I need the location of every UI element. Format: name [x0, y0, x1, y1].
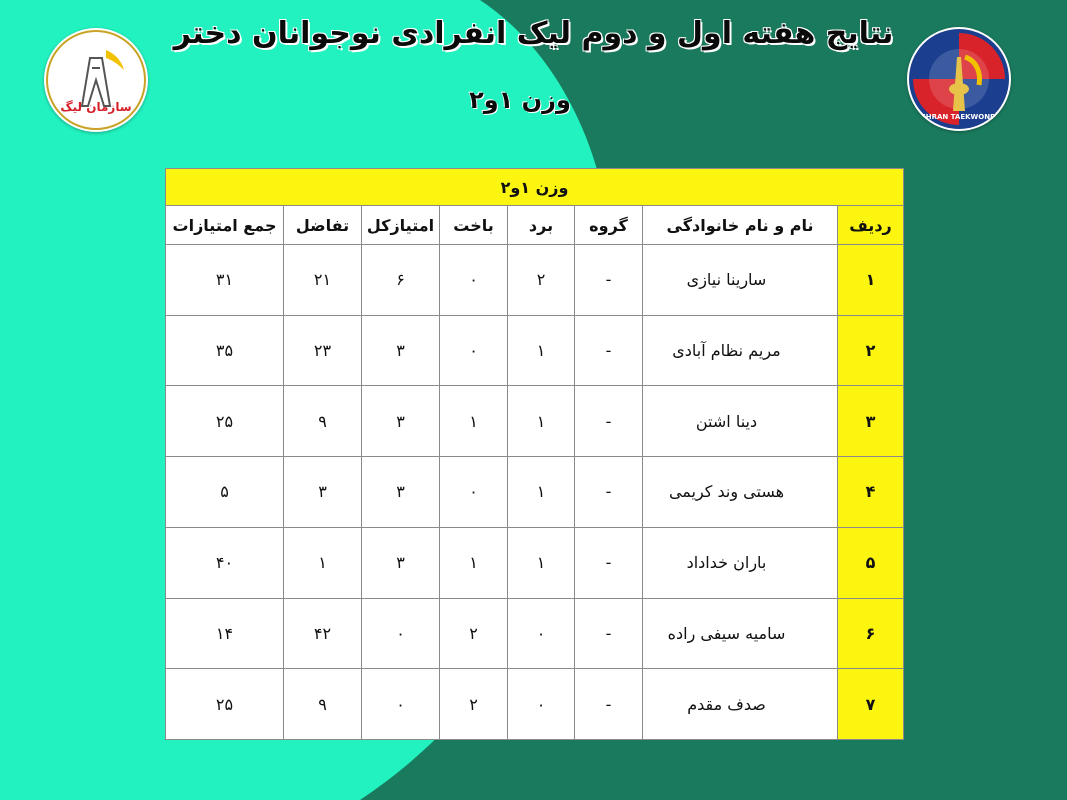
cell-diff: ۲۱: [284, 245, 362, 316]
cell-sum: ۲۵: [166, 669, 284, 740]
cell-sum: ۳۱: [166, 245, 284, 316]
cell-group: -: [575, 457, 643, 528]
header-diff: تفاضل: [284, 206, 362, 245]
table-row: [166, 527, 904, 598]
cell-sum: ۵: [166, 457, 284, 528]
cell-group: -: [575, 245, 643, 316]
header-name: نام و نام خانوادگی: [643, 206, 838, 245]
league-logo-text: سازمان لیگ: [60, 100, 132, 114]
header-loss: باخت: [440, 206, 508, 245]
header-total: امتیازکل: [362, 206, 440, 245]
table-row: [166, 457, 904, 528]
cell-rank: ۴: [838, 457, 904, 528]
page-subtitle: وزن ۱و۲: [469, 86, 571, 114]
cell-total: ۰: [362, 598, 440, 669]
cell-total: ۰: [362, 669, 440, 740]
cell-diff: ۳: [284, 457, 362, 528]
cell-name: باران خداداد: [643, 527, 838, 598]
cell-win: ۱: [508, 386, 575, 457]
tehran-taekwondo-logo-text: TEHRAN TAEKWONDO: [916, 113, 1002, 121]
cell-diff: ۴۲: [284, 598, 362, 669]
cell-group: -: [575, 669, 643, 740]
cell-rank: ۲: [838, 315, 904, 386]
cell-name: دینا اشتن: [643, 386, 838, 457]
table-row: [166, 669, 904, 740]
cell-name: سامیه سیفی راده: [643, 598, 838, 669]
header-rank: ردیف: [838, 206, 904, 245]
cell-sum: ۴۰: [166, 527, 284, 598]
cell-loss: ۰: [440, 315, 508, 386]
cell-group: -: [575, 598, 643, 669]
results-table: [165, 168, 904, 740]
cell-diff: ۱: [284, 527, 362, 598]
cell-win: ۲: [508, 245, 575, 316]
cell-diff: ۹: [284, 386, 362, 457]
cell-total: ۳: [362, 527, 440, 598]
table-row: [166, 315, 904, 386]
table-row: [166, 245, 904, 316]
cell-rank: ۵: [838, 527, 904, 598]
cell-total: ۳: [362, 315, 440, 386]
cell-loss: ۰: [440, 245, 508, 316]
cell-group: -: [575, 386, 643, 457]
cell-total: ۳: [362, 457, 440, 528]
table-row: [166, 386, 904, 457]
cell-rank: ۱: [838, 245, 904, 316]
cell-loss: ۲: [440, 669, 508, 740]
page-title: نتایج هفته اول و دوم لیک انفرادی نوجوانان دختر: [173, 16, 894, 51]
cell-loss: ۱: [440, 527, 508, 598]
cell-rank: ۷: [838, 669, 904, 740]
cell-sum: ۳۵: [166, 315, 284, 386]
table-row: [166, 598, 904, 669]
cell-rank: ۳: [838, 386, 904, 457]
cell-group: -: [575, 315, 643, 386]
cell-name: هستی وند کریمی: [643, 457, 838, 528]
cell-group: -: [575, 527, 643, 598]
cell-win: ۰: [508, 598, 575, 669]
cell-sum: ۱۴: [166, 598, 284, 669]
cell-win: ۱: [508, 315, 575, 386]
cell-diff: ۹: [284, 669, 362, 740]
cell-total: ۶: [362, 245, 440, 316]
header-win: برد: [508, 206, 575, 245]
cell-name: صدف مقدم: [643, 669, 838, 740]
cell-loss: ۱: [440, 386, 508, 457]
cell-loss: ۰: [440, 457, 508, 528]
cell-win: ۱: [508, 527, 575, 598]
table-header-row: [166, 206, 904, 245]
header-group: گروه: [575, 206, 643, 245]
table-caption: وزن ۱و۲: [166, 169, 904, 206]
cell-win: ۰: [508, 669, 575, 740]
cell-diff: ۲۳: [284, 315, 362, 386]
cell-total: ۳: [362, 386, 440, 457]
cell-sum: ۲۵: [166, 386, 284, 457]
cell-loss: ۲: [440, 598, 508, 669]
header-sum: جمع امتیازات: [166, 206, 284, 245]
cell-win: ۱: [508, 457, 575, 528]
cell-rank: ۶: [838, 598, 904, 669]
cell-name: مریم نظام آبادی: [643, 315, 838, 386]
cell-name: سارینا نیازی: [643, 245, 838, 316]
